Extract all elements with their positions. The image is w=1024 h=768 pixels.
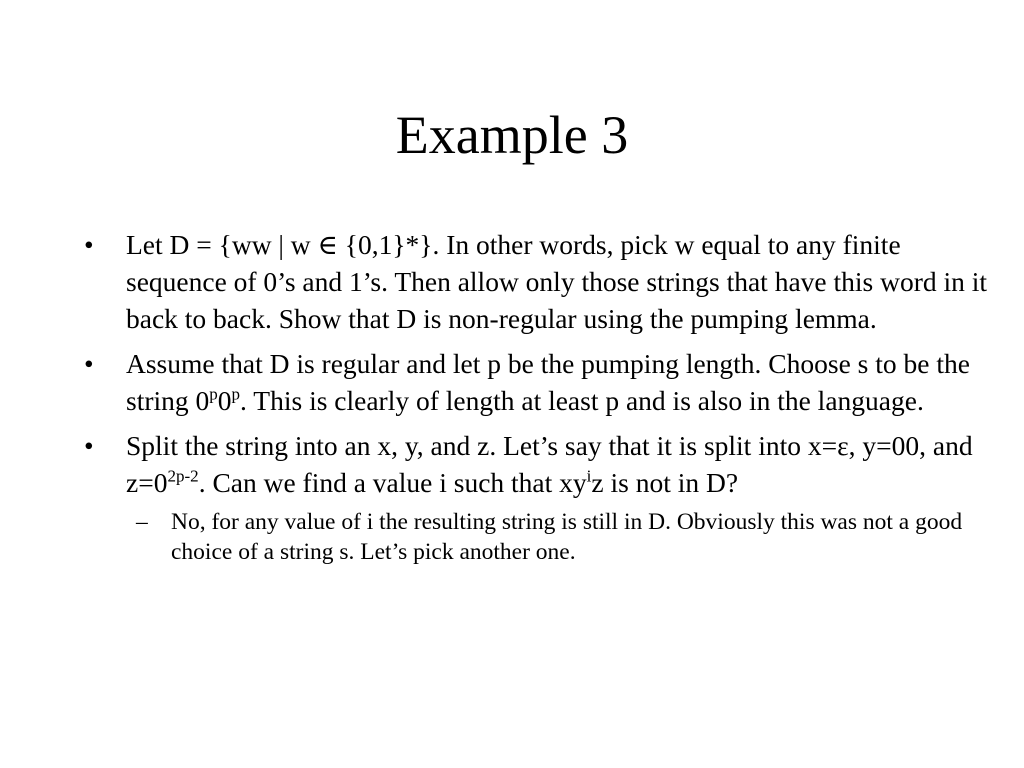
sub-bullet-list <box>126 507 994 567</box>
bullet-text-part: Split the string into an x, y, and z. Let’s say that it is split into x=ε, y=00, and z=0 <box>126 430 973 498</box>
bullet-item-2 <box>84 345 994 419</box>
bullet-item-1 <box>84 226 994 337</box>
superscript: 2p-2 <box>167 466 199 486</box>
bullet-text: Let D = {ww | w ∈ {0,1}*}. In other words, pick w equal to any finite sequence of 0’s and 1’s. Then allow only those strings that have this word in it back to back. Show that D is non-regular using the pumping lemma. <box>126 229 988 334</box>
bullet-text-part: 0 <box>217 385 232 416</box>
sub-bullet-marker: – <box>136 509 148 535</box>
bullet-text <box>126 348 970 416</box>
bullet-list <box>84 226 994 575</box>
bullet-text <box>126 430 973 498</box>
bullet-text-part: . This is clearly of length at least p and is also in the language. <box>240 385 924 416</box>
bullet-item-3 <box>84 427 994 567</box>
bullet-text-part: . Can we find a value i such that xy <box>198 467 587 498</box>
superscript: p <box>231 384 241 404</box>
bullet-marker: • <box>84 348 94 379</box>
bullet-marker: • <box>84 430 94 461</box>
superscript: i <box>586 466 592 486</box>
sub-bullet-item-1 <box>126 507 994 567</box>
sub-bullet-text: No, for any value of i the resulting string is still in D. Obviously this was not a good choice of a string s. Let’s pick another one. <box>171 509 963 565</box>
superscript: p <box>209 384 218 404</box>
bullet-text-part: z is not in D? <box>591 467 739 498</box>
bullet-marker: • <box>84 229 94 260</box>
bullet-text-part: Assume that D is regular and let p be the pumping length. Choose s to be the string 0 <box>126 348 970 416</box>
slide-title: Example 3 <box>395 105 629 165</box>
